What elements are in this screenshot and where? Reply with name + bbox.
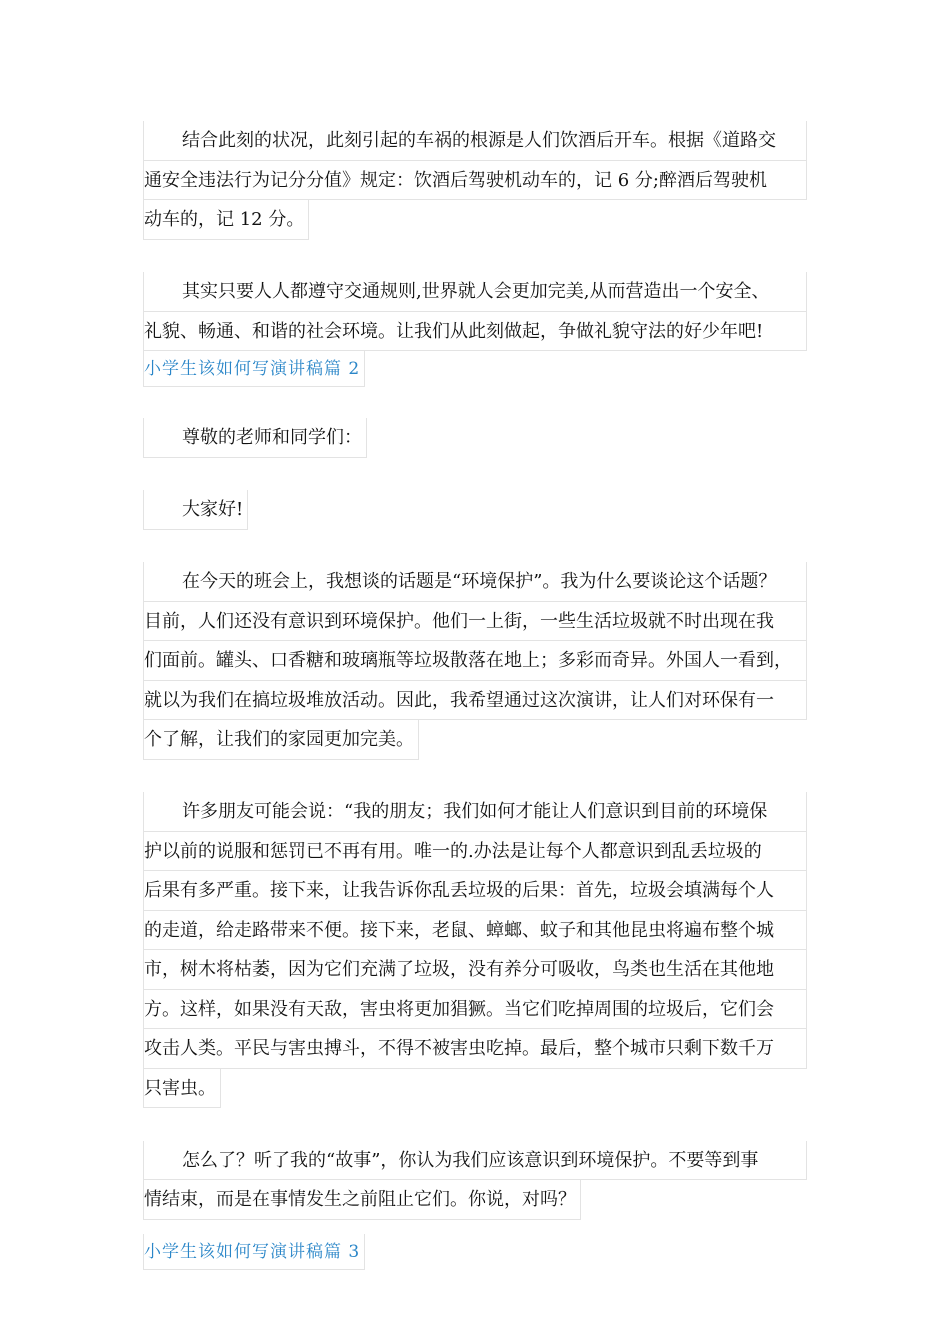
text-line: 通安全违法行为记分分值》规定：饮酒后驾驶机动车的，记 6 分;醉酒后驾驶机	[143, 161, 807, 201]
text-line: 护以前的说服和惩罚已不再有用。唯一的.办法是让每个人都意识到乱丢垃圾的	[143, 832, 807, 872]
text-line: 结合此刻的状况，此刻引起的车祸的根源是人们饮酒后开车。根据《道路交	[143, 121, 807, 161]
text-line: 在今天的班会上，我想谈的话题是“环境保护”。我为什么要谈论这个话题？	[143, 562, 807, 602]
text-line: 方。这样，如果没有天敌，害虫将更加猖獗。当它们吃掉周围的垃圾后，它们会	[143, 990, 807, 1030]
section-heading-3[interactable]	[143, 1234, 807, 1283]
paragraph-environment-topic	[143, 562, 807, 774]
section-heading-3-link[interactable]: 小学生该如何写演讲稿篇 3	[143, 1234, 365, 1270]
text-line: 只害虫。	[143, 1069, 221, 1109]
text-line: 攻击人类。平民与害虫搏斗，不得不被害虫吃掉。最后，整个城市只剩下数千万	[143, 1029, 807, 1069]
paragraph-greeting-teachers	[143, 418, 807, 472]
paragraph-greeting-all	[143, 490, 807, 544]
text-line: 尊敬的老师和同学们：	[143, 418, 367, 458]
document-page	[143, 121, 807, 1301]
text-line: 后果有多严重。接下来，让我告诉你乱丢垃圾的后果：首先，垃圾会填满每个人	[143, 871, 807, 911]
text-line: 们面前。罐头、口香糖和玻璃瓶等垃圾散落在地上；多彩而奇异。外国人一看到，	[143, 641, 807, 681]
text-line: 个了解，让我们的家园更加完美。	[143, 720, 419, 760]
text-line: 大家好!	[143, 490, 248, 530]
text-line: 情结束，而是在事情发生之前阻止它们。你说，对吗？	[143, 1180, 581, 1220]
text-line: 的走道，给走路带来不便。接下来，老鼠、蟑螂、蚊子和其他昆虫将遍布整个城	[143, 911, 807, 951]
text-line: 怎么了？听了我的“故事”，你认为我们应该意识到环境保护。不要等到事	[143, 1141, 807, 1181]
paragraph-litter-consequences	[143, 792, 807, 1123]
text-line: 就以为我们在搞垃圾堆放活动。因此，我希望通过这次演讲，让人们对环保有一	[143, 681, 807, 721]
text-line: 目前，人们还没有意识到环境保护。他们一上街，一些生活垃圾就不时出现在我	[143, 602, 807, 642]
text-line: 其实只要人人都遵守交通规则,世界就人会更加完美,从而营造出一个安全、	[143, 272, 807, 312]
text-line: 礼貌、畅通、和谐的社会环境。让我们从此刻做起，争做礼貌守法的好少年吧!	[143, 312, 807, 352]
paragraph-story-conclusion	[143, 1141, 807, 1235]
section-heading-2-link[interactable]: 小学生该如何写演讲稿篇 2	[143, 351, 365, 387]
text-line: 动车的，记 12 分。	[143, 200, 309, 240]
paragraph-drunk-driving	[143, 121, 807, 254]
text-line: 市，树木将枯萎，因为它们充满了垃圾，没有养分可吸收，鸟类也生活在其他地	[143, 950, 807, 990]
text-line: 许多朋友可能会说：“我的朋友；我们如何才能让人们意识到目前的环境保	[143, 792, 807, 832]
paragraph-traffic-rules	[143, 272, 807, 351]
section-heading-2[interactable]	[143, 351, 807, 400]
